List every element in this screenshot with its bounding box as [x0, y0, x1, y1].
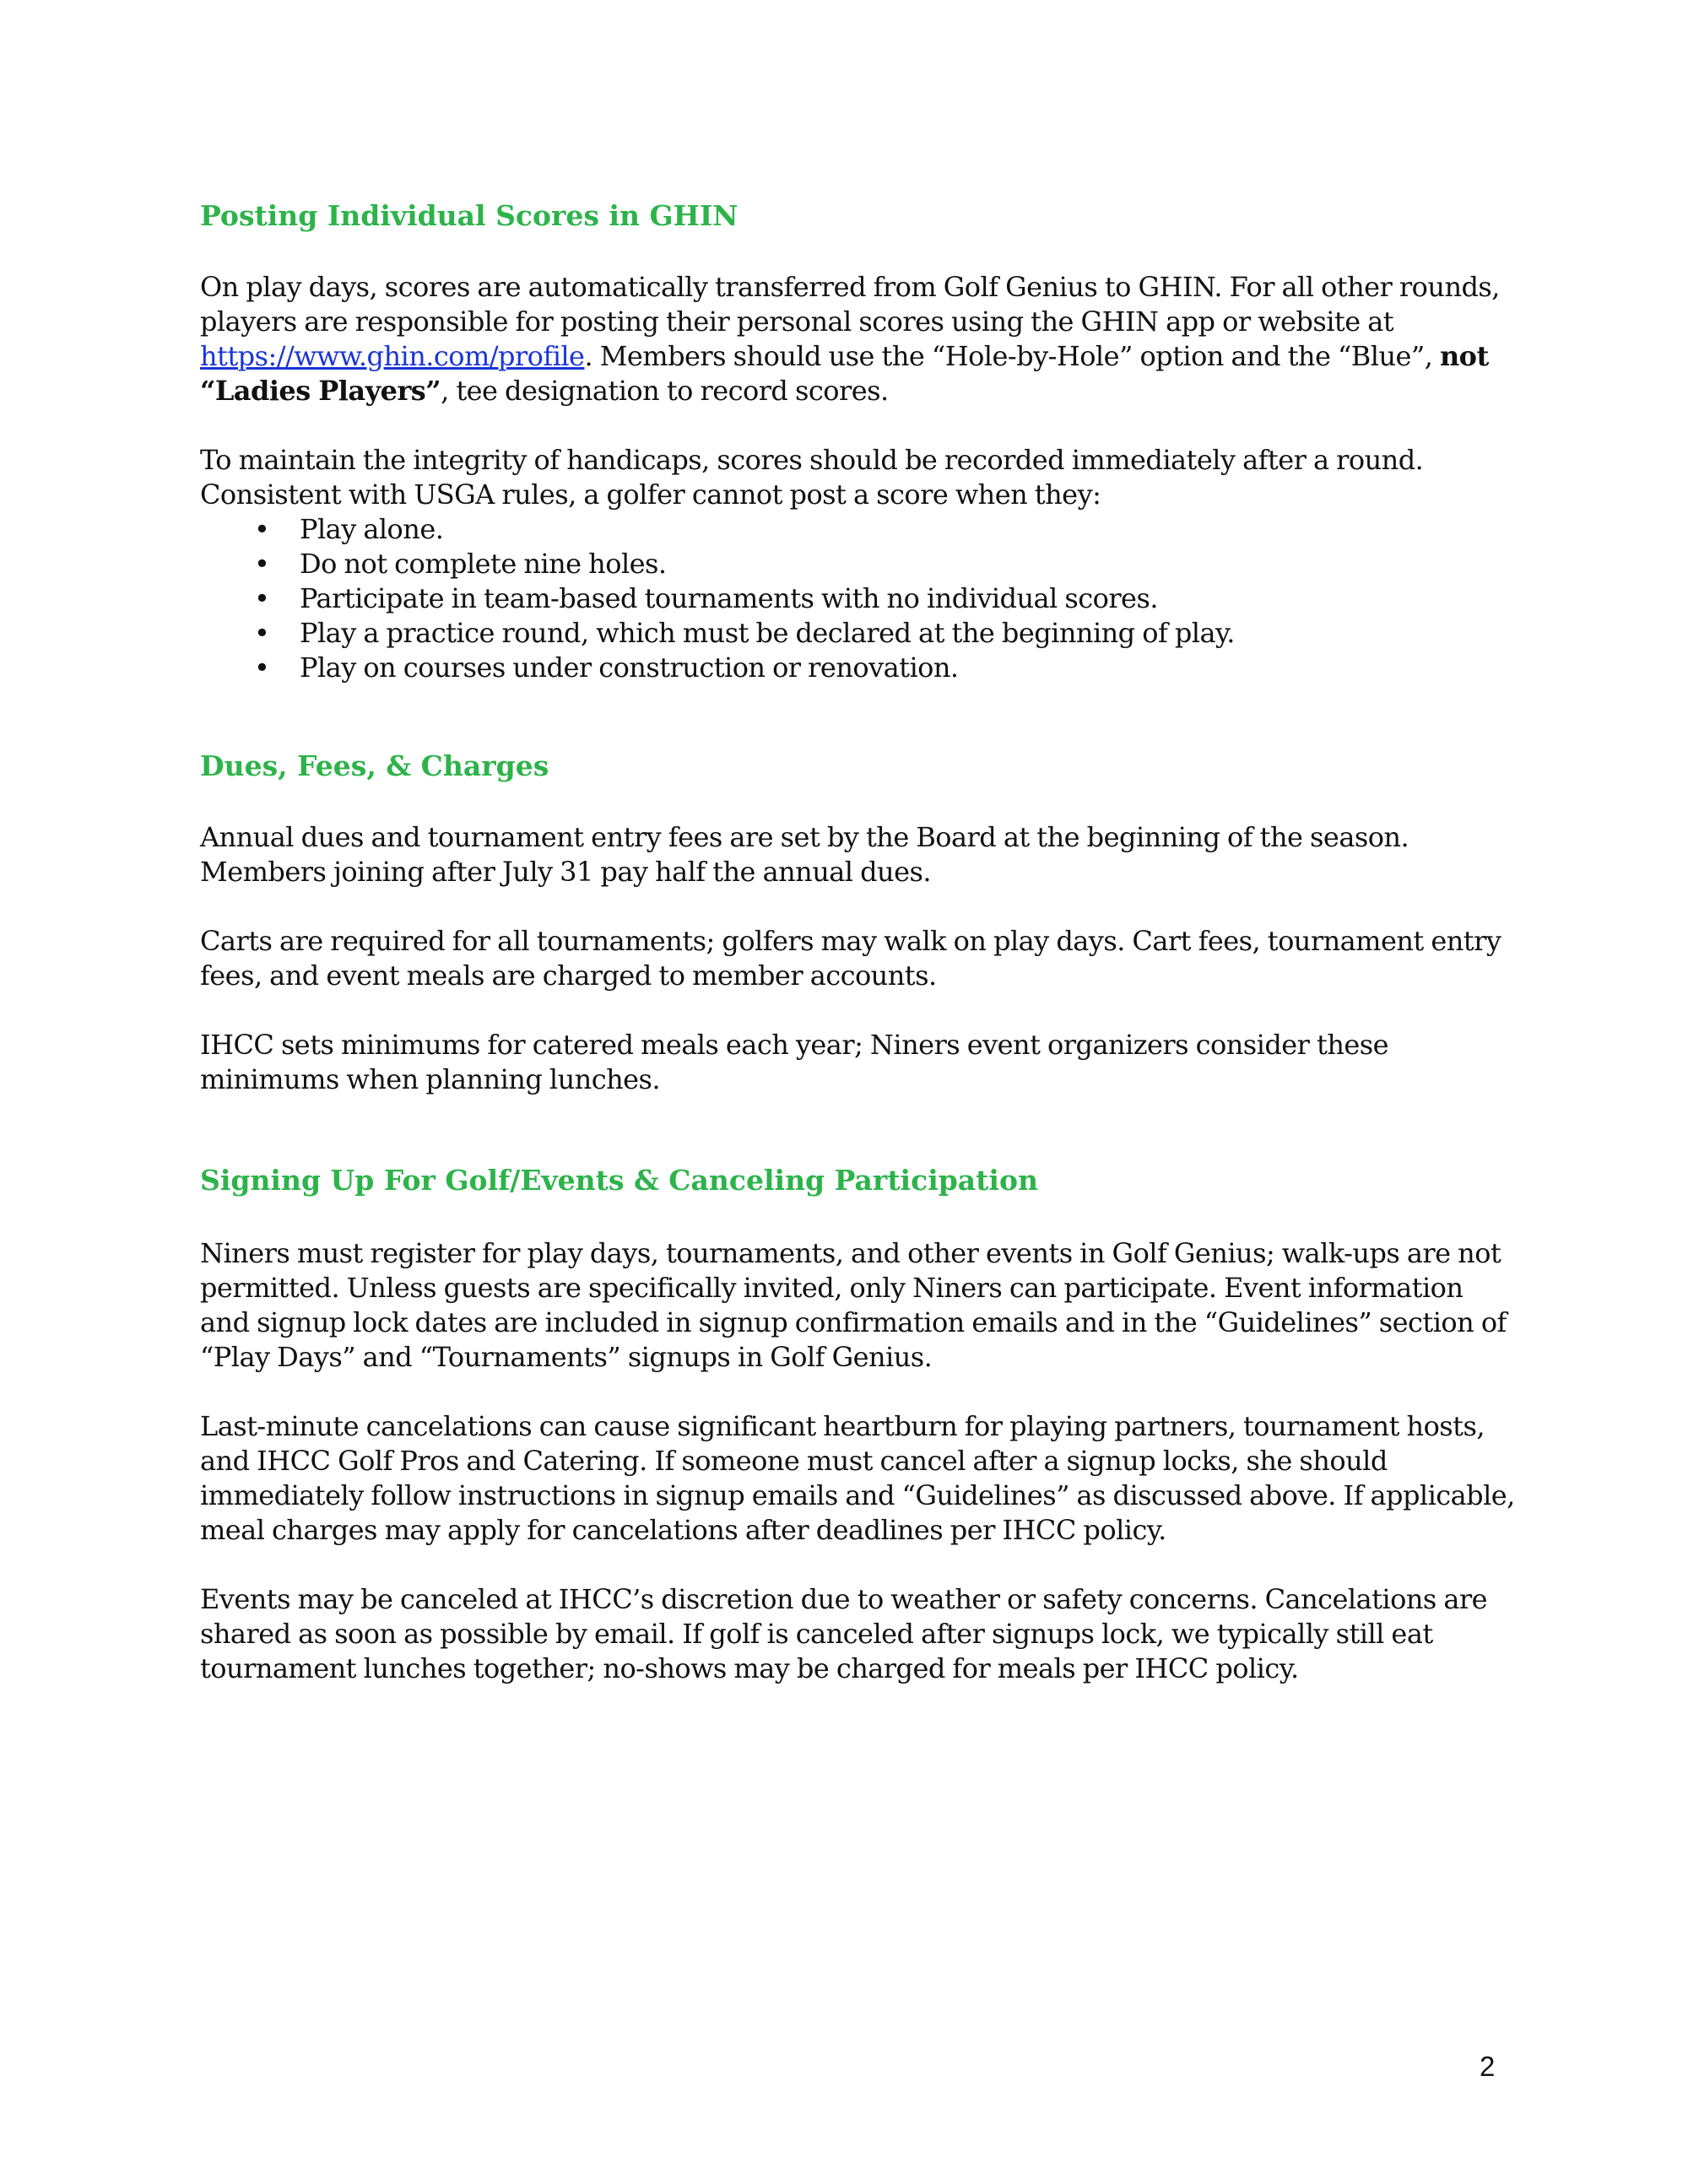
ghin-paragraph-1-text-a: On play days, scores are automatically transferred from Golf Genius to GHIN. For all other rounds, players are responsible for posting their personal scores using the GHIN app or website at — [200, 271, 1500, 338]
ghin-paragraph-2: To maintain the integrity of handicaps, scores should be recorded immediately after a round. Consistent with USGA rules, a golfer cannot post a score when they: — [200, 444, 1424, 511]
bullet-icon: • — [254, 548, 270, 580]
ghin-restrictions-list — [200, 512, 1235, 685]
ghin-paragraph-1-text-b: . Members should use the “Hole-by-Hole” option and the “Blue”, — [584, 340, 1440, 372]
dues-paragraph-1: Annual dues and tournament entry fees are set by the Board at the beginning of the season. Members joining after July 31 pay half the annual dues. — [200, 821, 1409, 888]
bullet-icon: • — [254, 651, 270, 684]
bullet-icon: • — [254, 513, 270, 545]
section-heading-signup: Signing Up For Golf/Events & Canceling Participation — [200, 1164, 1038, 1197]
signup-paragraph-1: Niners must register for play days, tournaments, and other events in Golf Genius; walk-ups are not permitted. Unless guests are specifically invited, only Niners can participate. Event information and signup lock dates are included in signup confirmation emails and in the “Guidelines” section of “Play Days” and “Tournaments” signups in Golf Genius. — [200, 1237, 1507, 1373]
page-number: 2 — [1480, 2051, 1496, 2082]
list-item: • Play a practice round, which must be declared at the beginning of play. — [254, 617, 1235, 649]
list-item: • Play on courses under construction or renovation. — [254, 651, 959, 684]
signup-paragraph-3: Events may be canceled at IHCC’s discretion due to weather or safety concerns. Cancelations are shared as soon as possible by email. If golf is canceled after signups lock, we typically still eat tournament lunches together; no-shows may be charged for meals per IHCC policy. — [200, 1583, 1488, 1684]
signup-paragraph-2: Last-minute cancelations can cause significant heartburn for playing partners, tournament hosts, and IHCC Golf Pros and Catering. If someone must cancel after a signup locks, she should immediately follow instructions in signup emails and “Guidelines” as discussed above. If applicable, meal charges may apply for cancelations after deadlines per IHCC policy. — [200, 1410, 1515, 1546]
list-item: • Participate in team-based tournaments with no individual scores. — [254, 582, 1158, 614]
ghin-profile-link[interactable]: https://www.ghin.com/profile — [200, 340, 585, 372]
list-item: • Do not complete nine holes. — [254, 548, 667, 580]
ghin-paragraph-1-text-c: , tee designation to record scores. — [441, 375, 889, 407]
ghin-paragraph-1-bold: not “Ladies Players” — [200, 340, 1489, 407]
dues-paragraph-2: Carts are required for all tournaments; golfers may walk on play days. Cart fees, tournament entry fees, and event meals are charged to member accounts. — [200, 925, 1501, 992]
bullet-icon: • — [254, 582, 270, 614]
dues-paragraph-3: IHCC sets minimums for catered meals each year; Niners event organizers consider these minimums when planning lunches. — [200, 1029, 1389, 1095]
bullet-icon: • — [254, 617, 270, 649]
section-heading-dues: Dues, Fees, & Charges — [200, 749, 549, 782]
section-heading-ghin: Posting Individual Scores in GHIN — [200, 199, 738, 232]
list-item: • Play alone. — [254, 513, 444, 545]
ghin-paragraph-1 — [200, 270, 1517, 408]
